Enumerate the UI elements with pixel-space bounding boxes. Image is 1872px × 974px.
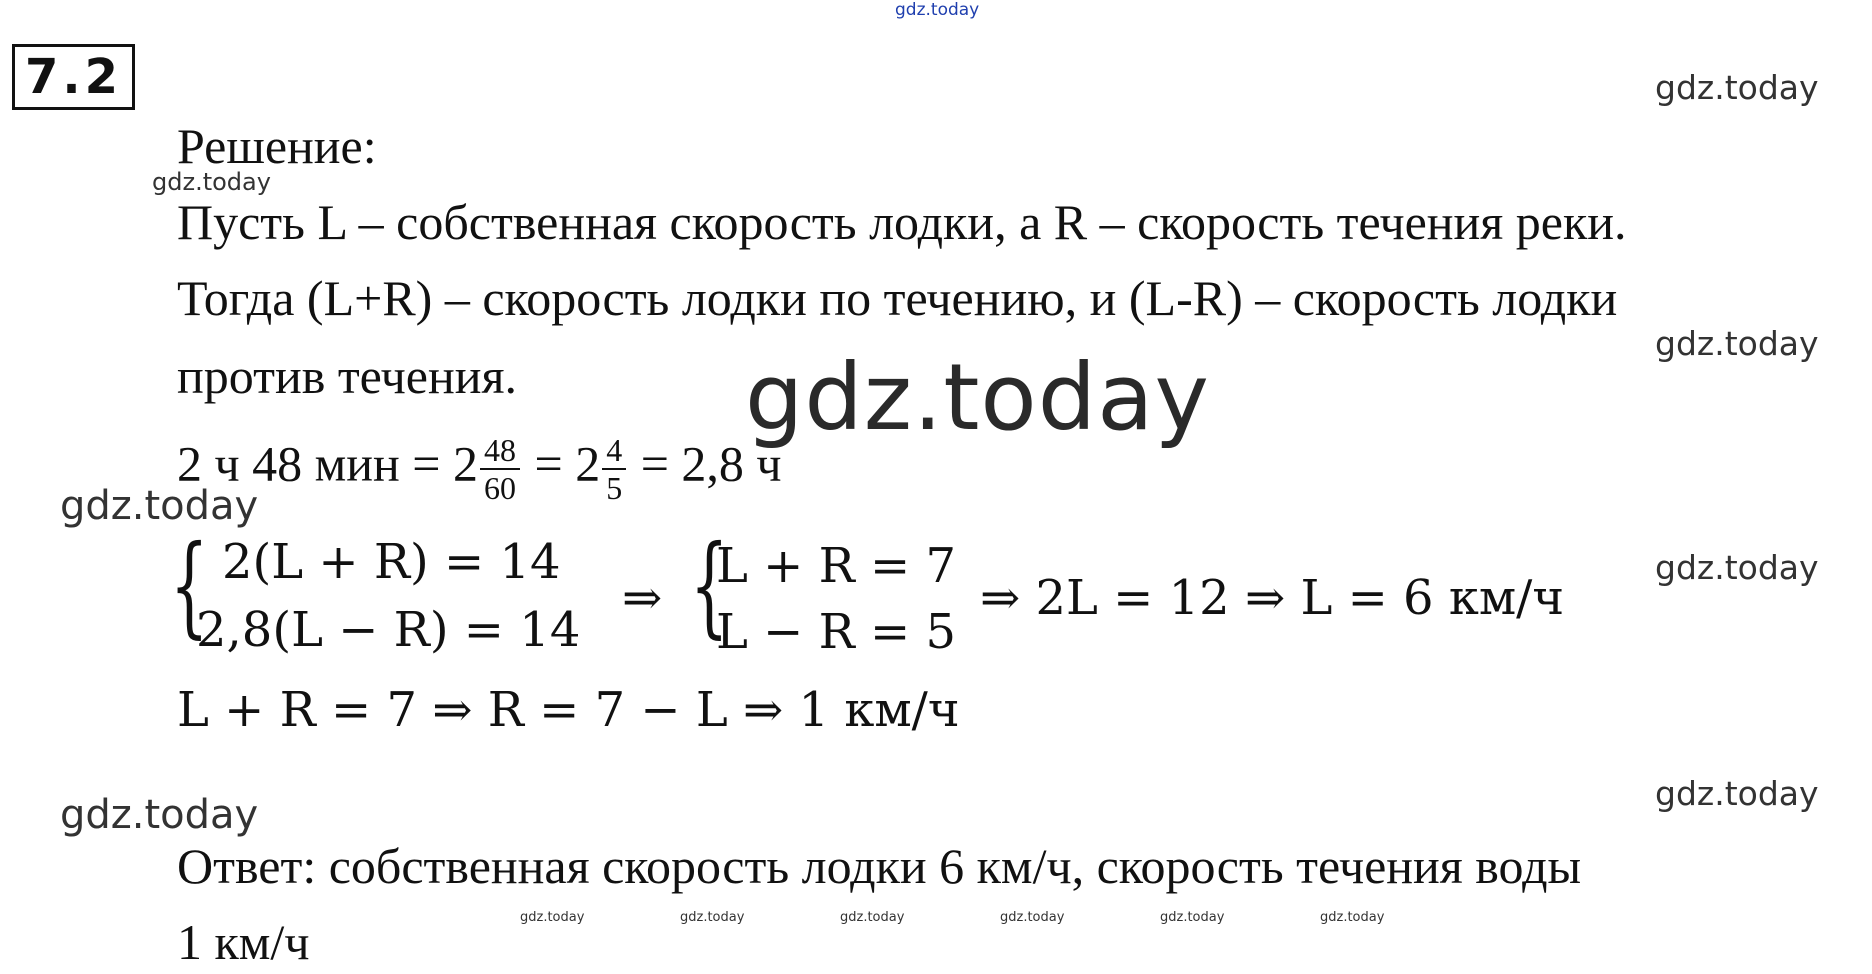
fraction-4-5 xyxy=(602,432,626,506)
equation-4: L − R = 5 xyxy=(716,604,957,660)
watermark: gdz.today xyxy=(1655,68,1819,107)
time-conversion xyxy=(177,432,782,506)
watermark-small: gdz.today xyxy=(1320,910,1385,925)
implies-arrow: ⇒ xyxy=(622,570,663,626)
conversion-mid: = 2 xyxy=(534,435,601,492)
fraction-numerator: 4 xyxy=(602,432,626,470)
answer-line-1: Ответ: собственная скорость лодки 6 км/ч, скорость течения воды xyxy=(177,838,1582,894)
conversion-lead: 2 ч 48 мин = 2 xyxy=(177,435,479,492)
watermark-small: gdz.today xyxy=(680,910,745,925)
problem-number: 7.2 xyxy=(12,44,135,110)
watermark-large: gdz.today xyxy=(745,344,1210,451)
river-speed-line: L + R = 7 ⇒ R = 7 − L ⇒ 1 км/ч xyxy=(177,682,960,738)
fraction-numerator: 48 xyxy=(480,432,520,470)
answer-line-2: 1 км/ч xyxy=(177,914,310,970)
watermark-small: gdz.today xyxy=(1000,910,1065,925)
watermark: gdz.today xyxy=(1655,324,1819,363)
text-line-1: Пусть L – собственная скорость лодки, а R – скорость течения реки. xyxy=(177,194,1627,250)
watermark-small: gdz.today xyxy=(1160,910,1225,925)
text-line-3: против течения. xyxy=(177,348,517,404)
watermark: gdz.today xyxy=(1655,774,1819,813)
watermark: gdz.today xyxy=(60,792,259,838)
fraction-denominator: 60 xyxy=(484,470,517,506)
solution-heading: Решение: xyxy=(177,118,377,174)
watermark: gdz.today xyxy=(60,483,259,529)
text-line-2: Тогда (L+R) – скорость лодки по течению, и (L-R) – скорость лодки xyxy=(177,270,1618,326)
fraction-denominator: 5 xyxy=(606,470,623,506)
system-result: ⇒ 2L = 12 ⇒ L = 6 км/ч xyxy=(980,570,1565,626)
equation-2: 2,8(L − R) = 14 xyxy=(196,602,581,658)
watermark-small: gdz.today xyxy=(520,910,585,925)
left-brace: { xyxy=(690,521,729,649)
equation-1: 2(L + R) = 14 xyxy=(222,534,561,590)
watermark-top: gdz.today xyxy=(895,0,980,20)
watermark-small: gdz.today xyxy=(840,910,905,925)
equation-3: L + R = 7 xyxy=(716,538,957,594)
left-brace: { xyxy=(170,521,209,649)
fraction-48-60 xyxy=(480,432,520,506)
watermark: gdz.today xyxy=(1655,548,1819,587)
watermark: gdz.today xyxy=(152,168,271,196)
conversion-tail: = 2,8 ч xyxy=(640,435,782,492)
